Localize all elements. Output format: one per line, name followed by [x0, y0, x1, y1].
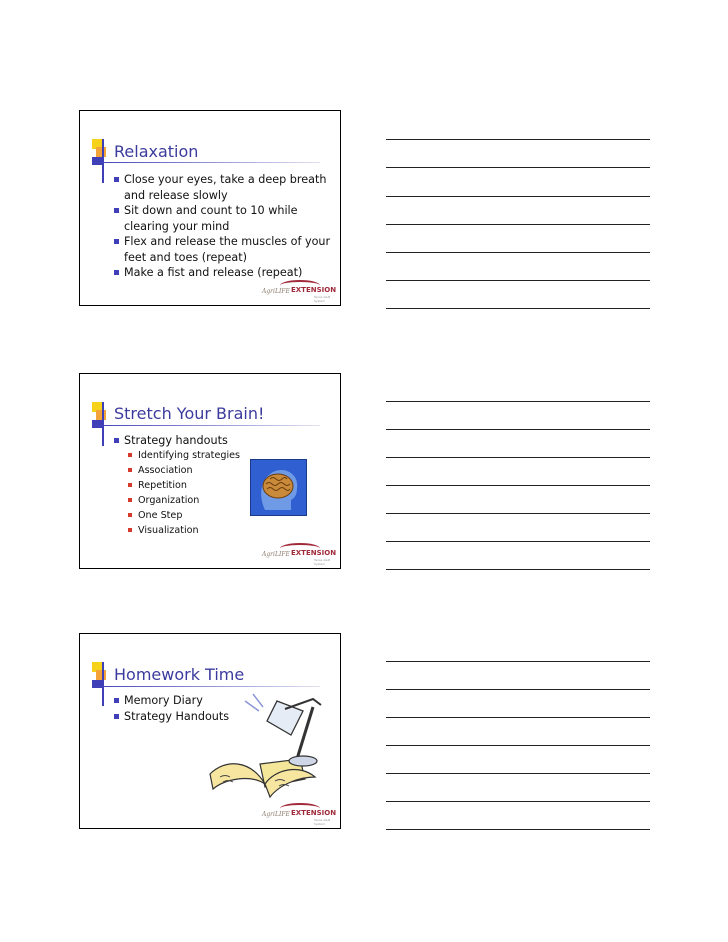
list-item: Organization — [128, 493, 258, 508]
list-item: Strategy Handouts — [114, 709, 264, 725]
slide-title: Stretch Your Brain! — [114, 404, 265, 423]
extension-logo: AgriLIFE EXTENSION Texas A&M System — [258, 543, 338, 563]
slide-homework-time — [79, 633, 341, 829]
brain-clipart-icon — [250, 459, 307, 516]
list-item: One Step — [128, 508, 258, 523]
slide-decoration-icon — [92, 402, 108, 446]
title-underline — [92, 162, 320, 163]
slide-decoration-icon — [92, 662, 108, 706]
extension-logo: AgriLIFE EXTENSION Texas A&M System — [258, 280, 338, 300]
list-item: Close your eyes, take a deep breath and release slowly — [114, 172, 334, 203]
bullet-list — [114, 433, 314, 449]
slide-stretch-your-brain — [79, 373, 341, 569]
extension-logo: AgriLIFE EXTENSION Texas A&M System — [258, 803, 338, 823]
title-underline — [92, 425, 320, 426]
title-underline — [92, 686, 320, 687]
slide-decoration-icon — [92, 139, 108, 183]
list-item: Association — [128, 463, 258, 478]
study-lamp-book-clipart-icon — [205, 689, 330, 804]
list-item: Identifying strategies — [128, 448, 258, 463]
list-item: Memory Diary — [114, 693, 264, 709]
slide-title: Homework Time — [114, 665, 245, 684]
list-item: Strategy handouts — [114, 433, 314, 449]
list-item: Make a fist and release (repeat) — [114, 265, 334, 281]
slide-title: Relaxation — [114, 142, 199, 161]
list-item: Repetition — [128, 478, 258, 493]
sub-bullet-list — [128, 448, 258, 538]
list-item: Visualization — [128, 523, 258, 538]
slide-relaxation — [79, 110, 341, 306]
list-item: Flex and release the muscles of your feet and toes (repeat) — [114, 234, 334, 265]
bullet-list — [114, 172, 334, 281]
list-item: Sit down and count to 10 while clearing your mind — [114, 203, 334, 234]
